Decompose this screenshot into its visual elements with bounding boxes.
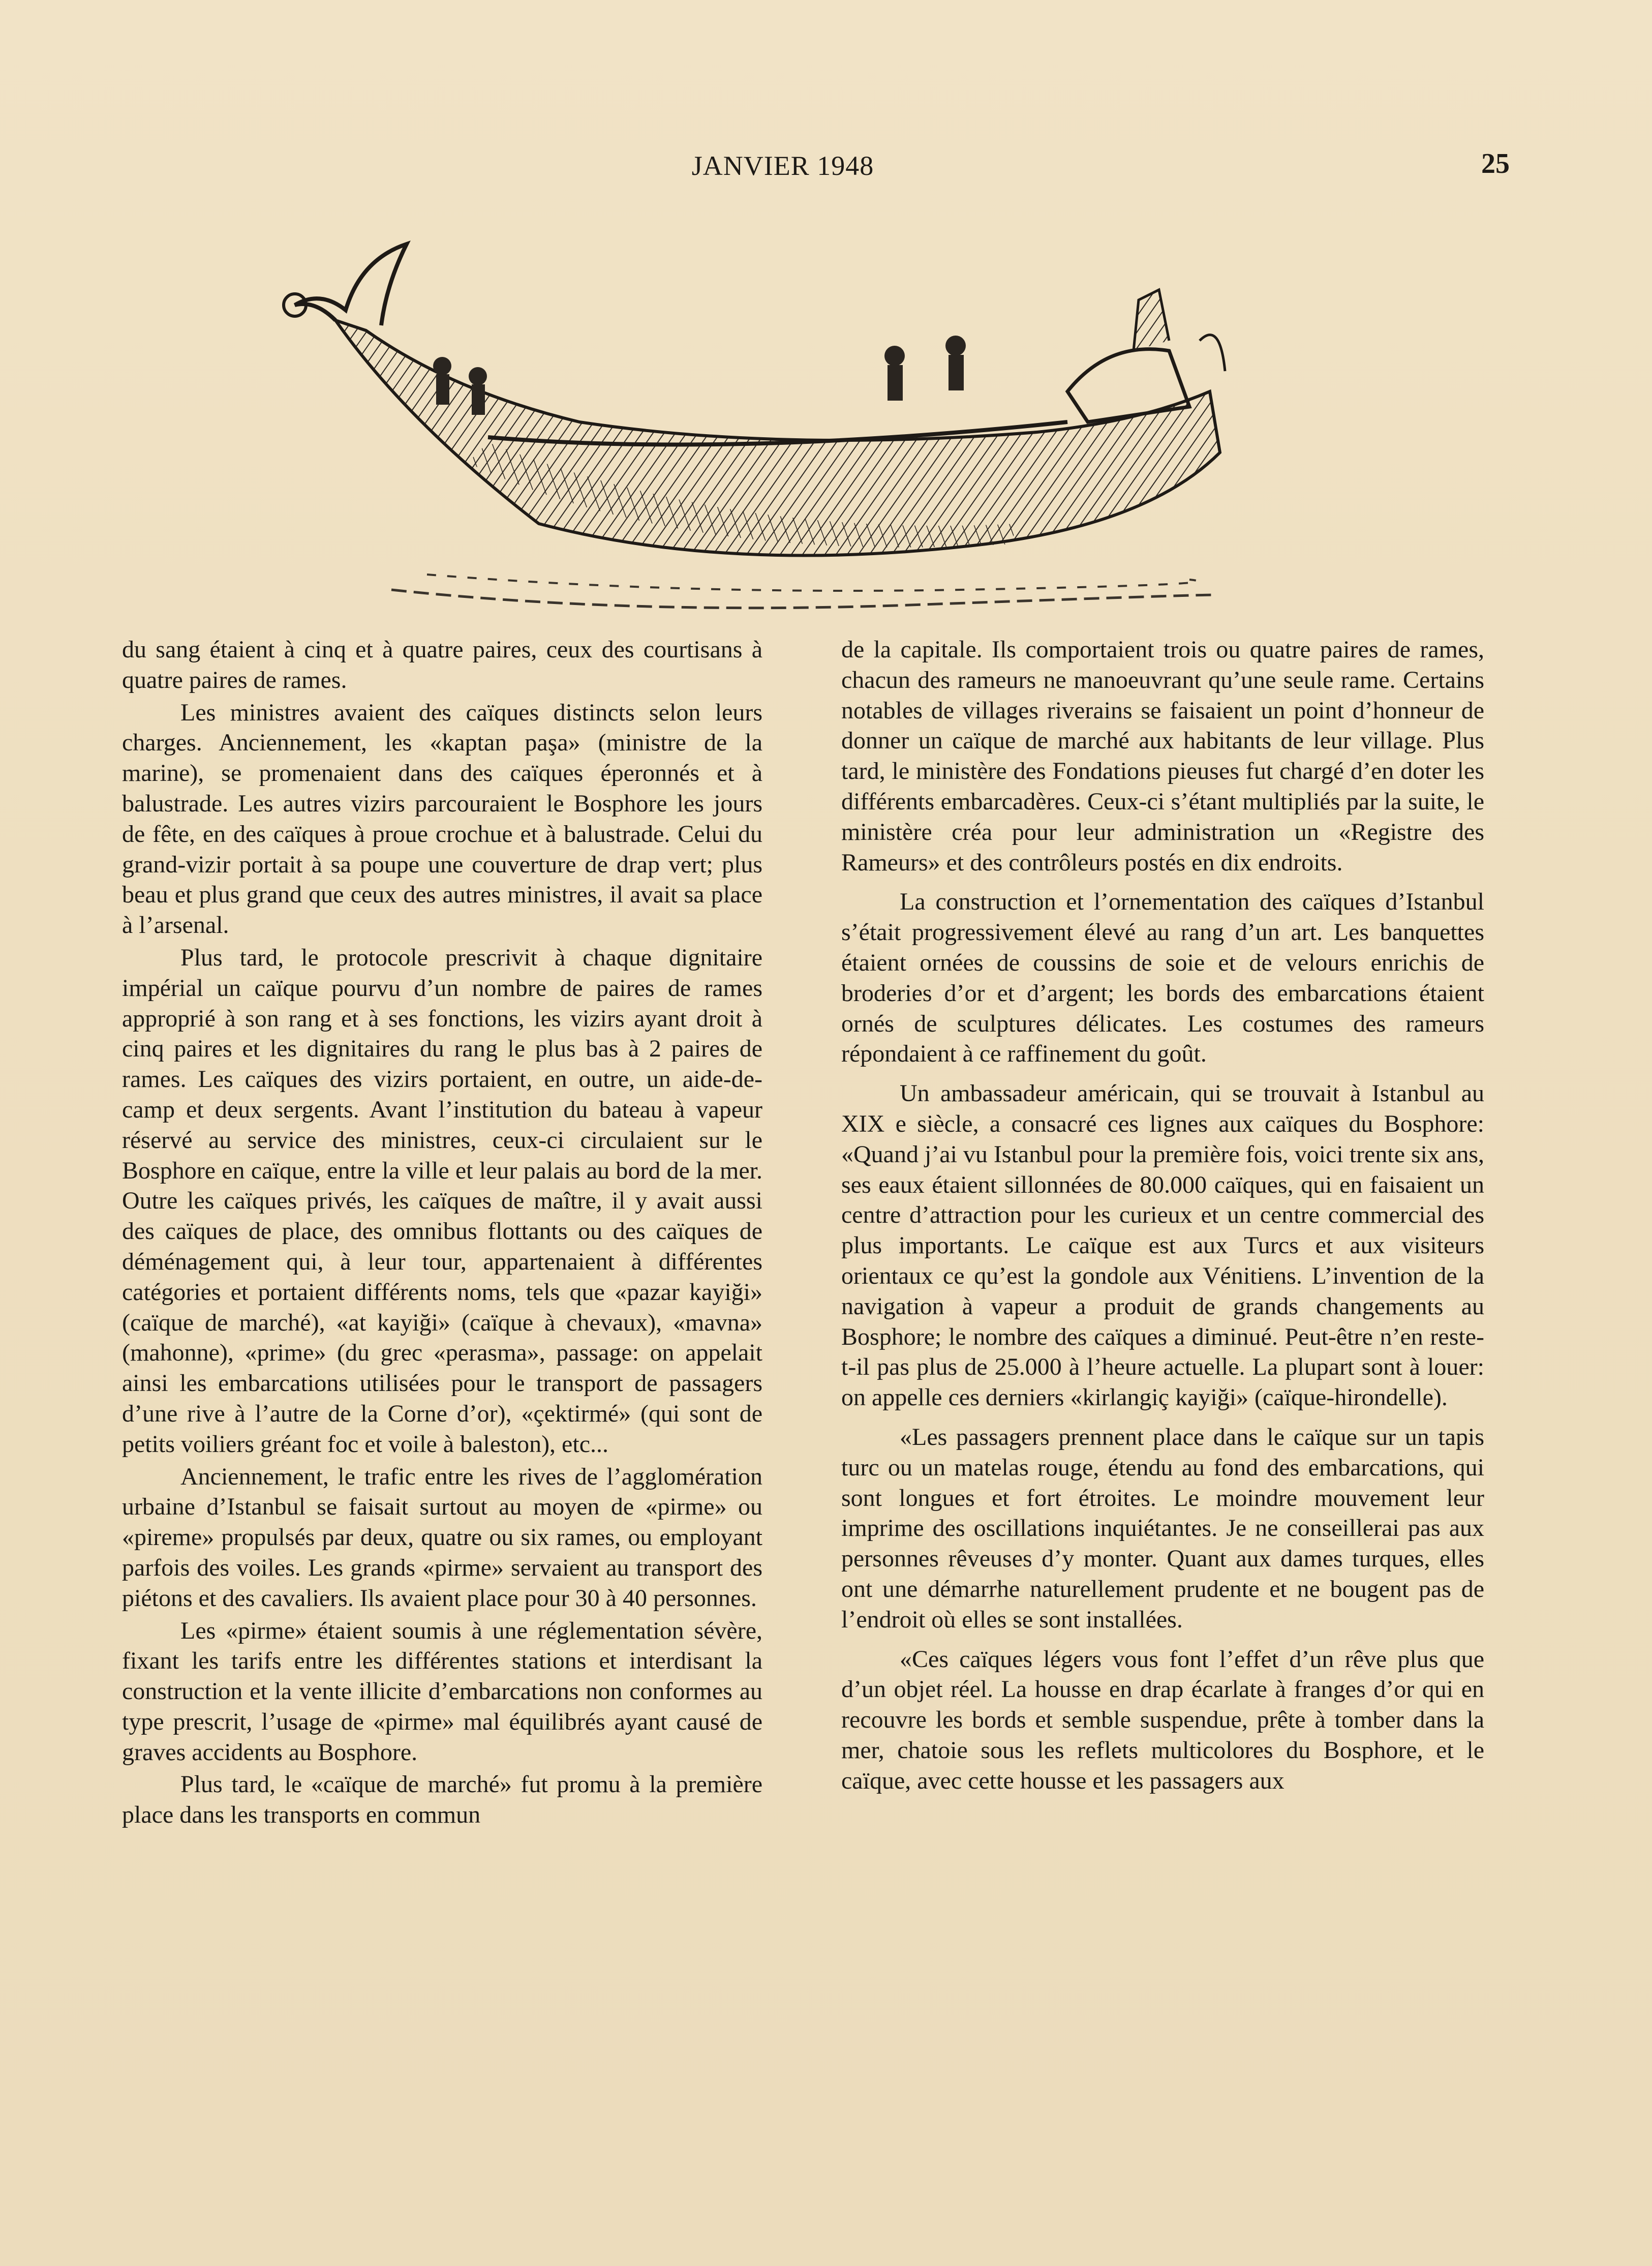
page-number: 25 [1481,148,1510,179]
ornamental-caique-engraving-icon [274,239,1327,636]
paragraph: «Les passagers prennent place dans le caïque sur un tapis turc ou un matelas rouge, étendu au fond des embarcations, qui sont longues et fort étroites. Le moindre mouvement leur imprime des oscillations inquiétantes. Je ne conseillerai pas aux personnes rêveuses d’y monter. Quant aux dames turques, elles ont une démarrhe naturellement prudente et ne bougent pas de l’endroit où elles se sont installées. [841,1423,1484,1633]
paragraph: du sang étaient à cinq et à quatre paires, ceux des courtisans à quatre paires de rames. [122,636,762,693]
paragraph: Anciennement, le trafic entre les rives de l’agglomération urbaine d’Istanbul se faisait surtout au moyen de «pirme» ou «pireme» propulsés par deux, quatre ou six rames, ou employant parfois des voiles. Les grands «pirme» servaient au transport des piétons et des cavaliers. Ils avaient place pour 30 à 40 personnes. [122,1463,762,1612]
paragraph: Les «pirme» étaient soumis à une réglementation sévère, fixant les tarifs entre les différentes stations et interdisant la construction et la vente illicite d’embarcations non conformes au type prescrit, l’usage de «pirme» mal équilibrés ayant causé de graves accidents au Bosphore. [122,1617,762,1766]
paragraph: Plus tard, le «caïque de marché» fut promu à la première place dans les transports en commun [122,1771,762,1829]
right-column [841,635,1484,1798]
paragraph: de la capitale. Ils comportaient trois ou quatre paires de rames, chacun des rameurs ne manoeuvrant qu’une seule rame. Certains notables de villages riverains se faisaient un point d’honneur de donner un caïque de marché aux habitants de leur village. Plus tard, le ministère des Fondations pieuses fut chargé d’en doter les différents embarcadères. Ceux-ci s’étant multipliés par la suite, le ministère créa pour leur administration un «Registre des Rameurs» et des contrôleurs postés en dix endroits. [841,636,1484,876]
left-column [122,635,762,1832]
paragraph: La construction et l’ornementation des caïques d’Istanbul s’était progressivement élevé au rang d’un art. Les banquettes étaient ornées de coussins de soie et de velours enrichis de broderies d’or et d’argent; les bords des embarcations étaient ornés de sculptures délicates. Les costumes des rameurs répondaient à ce raffinement du goût. [841,888,1484,1068]
running-head: JANVIER 1948 [691,150,874,181]
paragraph: Les ministres avaient des caïques distincts selon leurs charges. Anciennement, les «kaptan paşa» (ministre de la marine), se promenaient dans des caïques éperonnés et à balustrade. Les autres vizirs parcouraient le Bosphore les jours de fête, en des caïques à proue crochue et à balustrade. Celui du grand-vizir portait à sa poupe une couverture de drap vert; plus beau et plus grand que ceux des autres ministres, il avait sa place à l’arsenal. [122,699,762,939]
paragraph: «Ces caïques légers vous font l’effet d’un rêve plus que d’un objet réel. La housse en drap écarlate à franges d’or qui en recouvre les bords et semble suspendue, prête à tomber dans la mer, chatoie sous les reflets multicolores du Bosphore, et le caïque, avec cette housse et les passagers aux [841,1645,1484,1794]
paragraph: Plus tard, le protocole prescrivit à chaque dignitaire impérial un caïque pourvu d’un nombre de paires de rames approprié à son rang et à ses fonctions, les vizirs ayant droit à cinq paires et les dignitaires du rang le plus bas à 2 paires de rames. Les caïques des vizirs portaient, en outre, un aide-de-camp et deux sergents. Avant l’institution du bateau à vapeur réservé au service des ministres, ceux-ci circulaient sur le Bosphore en caïque, entre la ville et leur palais au bord de la mer. Outre les caïques privés, les caïques de maître, il y avait aussi des caïques de place, des omnibus flottants ou des caïques de déménagement qui, à leur tour, appartenaient à différentes catégories et portaient différents noms, tels que «pazar kayiği» (caïque de marché), «at kayiği» (caïque à chevaux), «mavna» (mahonne), «prime» (du grec «perasma», passage: on appelait ainsi les embarcations utilisées pour le transport de passagers d’une rive à l’autre de la Corne d’or), «çektirmé» (qui sont de petits voiliers gréant foc et voile à baleston), etc... [122,944,762,1458]
paragraph: Un ambassadeur américain, qui se trouvait à Istanbul au XIX e siècle, a consacré ces lignes aux caïques du Bosphore: «Quand j’ai vu Istanbul pour la première fois, voici trente six ans, ses eaux étaient sillonnées de 80.000 caïques, qui en faisaient un centre d’attraction pour les curieux et un centre commercial des plus importants. Le caïque est aux Turcs et aux visiteurs orientaux ce qu’est la gondole aux Vénitiens. L’invention de la navigation à vapeur a produit de grands changements au Bosphore; le nombre des caïques a diminué. Peut-être n’en reste-t-il pas plus de 25.000 à l’heure actuelle. La plupart sont à louer: on appelle ces derniers «kirlangiç kayiği» (caïque-hirondelle). [841,1080,1484,1411]
